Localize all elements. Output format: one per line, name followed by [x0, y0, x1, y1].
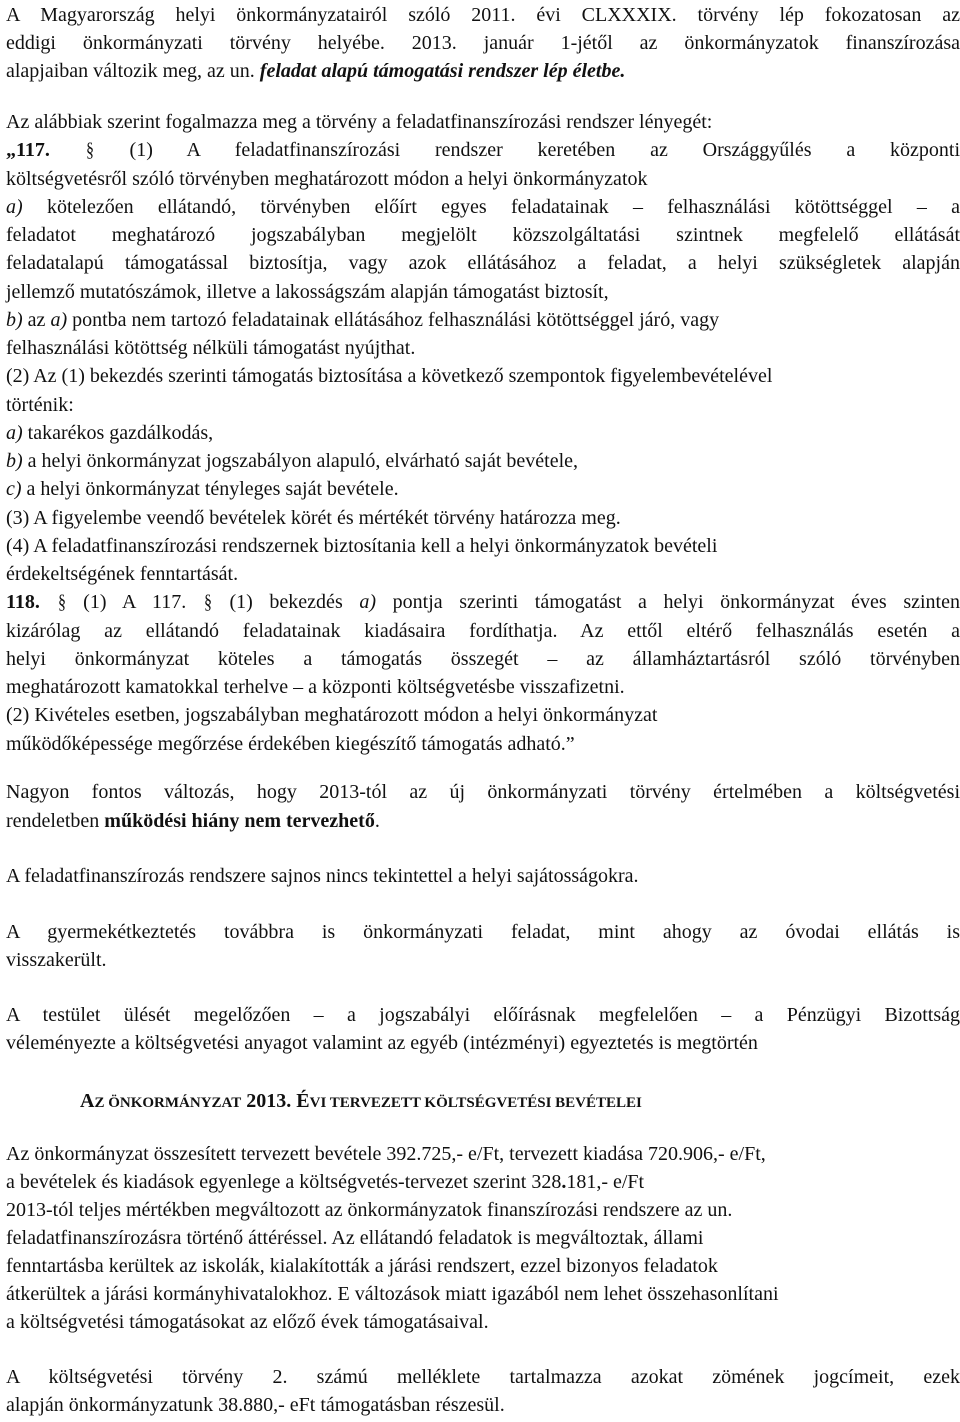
section-number: 118. [6, 591, 40, 613]
paragraph-line: A testület ülését megelőzően – a jogszabályi előírásnak megfelelően – a Pénzügyi Bizottság [6, 1004, 960, 1026]
law-117-line: b) az a) pontba nem tartozó feladatainak ellátásához felhasználási kötöttséggel járó, vagy [6, 309, 720, 331]
budget-line: 2013-tól teljes mértékben megváltozott az önkormányzatok finanszírozási rendszere az un. [6, 1199, 733, 1221]
intro-emphasis: feladat alapú támogatási rendszer lép életbe. [259, 60, 626, 82]
section-symbol: § [203, 591, 212, 613]
paragraph-line: Nagyon fontos változás, hogy 2013-tól az új önkormányzati törvény értelmében a költségvetési [6, 781, 960, 803]
law-117-line: feladatalapú támogatással biztosítja, vagy azok ellátásához a feladat, a helyi szükségletek alapján [6, 252, 960, 274]
paragraph-line: A gyermekétkeztetés továbbra is önkormányzati feladat, mint ahogy az óvodai ellátás is [6, 921, 960, 943]
intro-text: alapjaiban változik meg, az un. [6, 60, 260, 82]
intro-lead: Az alábbiak szerint fogalmazza meg a törvény a feladatfinanszírozási rendszer lényegét: [6, 111, 713, 133]
law-117-line: érdekeltségének fenntartását. [6, 563, 239, 585]
intro-line [6, 57, 625, 85]
law-118-line: kizárólag az ellátandó feladatainak kiadásaira fordíthatja. Az ettől eltérő felhasználás esetén a [6, 620, 960, 642]
law-117-line: a) takarékos gazdálkodás, [6, 422, 214, 444]
law-117-line: történik: [6, 394, 74, 416]
point-label: a) [6, 422, 23, 444]
paragraph-line: visszakerült. [6, 949, 107, 971]
paragraph-line: rendeletben működési hiány nem tervezhető. [6, 810, 380, 832]
bold-emphasis: működési hiány nem tervezhető [104, 810, 375, 832]
law-117-line: (3) A figyelembe veendő bevételek körét és mértékét törvény határozza meg. [6, 507, 621, 529]
law-117-line: feladatot meghatározó jogszabályban megjelölt közszolgáltatási szintnek megfelelő ellátását [6, 224, 960, 246]
section-symbol: § [57, 591, 66, 613]
law-117-line: költségvetésről szóló törvényben meghatározott módon a helyi önkormányzatok [6, 168, 648, 190]
budget-line: feladatfinanszírozásra történő áttéréssel. Az ellátandó feladatok is megváltoztak, állami [6, 1227, 704, 1249]
law-117-line: (4) A feladatfinanszírozási rendszernek biztosítania kell a helyi önkormányzatok bevételi [6, 535, 718, 557]
law-118-line: működőképessége megőrzése érdekében kiegészítő támogatás adható.” [6, 733, 575, 755]
point-label: c) [6, 478, 22, 500]
budget-line: A költségvetési törvény 2. számú melléklete tartalmazza azokat zömének jogcímeit, ezek [6, 1366, 960, 1388]
point-ref: a) [359, 591, 377, 613]
budget-line: alapján önkormányzatunk 38.880,- eFt támogatásban részesül. [6, 1394, 505, 1416]
law-117-line: c) a helyi önkormányzat tényleges saját bevétele. [6, 478, 399, 500]
law-117-line: (2) Az (1) bekezdés szerinti támogatás biztosítása a következő szempontok figyelembevételével [6, 365, 773, 387]
section-heading: AZ ÖNKORMÁNYZAT 2013. ÉVI TERVEZETT KÖLTSÉGVETÉSI BEVÉTELEI [80, 1090, 642, 1112]
paragraph-line: A feladatfinanszírozás rendszere sajnos nincs tekintettel a helyi sajátosságokra. [6, 865, 639, 887]
law-117-line: b) a helyi önkormányzat jogszabályon alapuló, elvárható saját bevétele, [6, 450, 579, 472]
section-symbol: § [85, 139, 94, 161]
budget-line: átkerültek a járási kormányhivatalokhoz. E változások miatt igazából nem lehet összehasonlítani [6, 1283, 779, 1305]
budget-line: fenntartásba kerültek az iskolák, kialakították a járási rendszert, ezzel bizonyos feladatok [6, 1255, 718, 1277]
law-117-line: a) kötelezően ellátandó, törvényben előírt egyes feladatainak – felhasználási kötöttséggel – a [6, 196, 960, 218]
point-ref: a) [50, 309, 68, 331]
intro-line: eddigi önkormányzati törvény helyébe. 2013. január 1-jétől az önkormányzatok finanszírozása [6, 32, 960, 54]
section-number: „117. [6, 139, 50, 161]
law-118-line: (2) Kivételes esetben, jogszabályban meghatározott módon a helyi önkormányzat [6, 704, 658, 726]
budget-line: a költségvetési támogatásokat az előző évek támogatásaival. [6, 1311, 489, 1333]
point-label: b) [6, 309, 23, 331]
law-117-line: „117. § (1) A feladatfinanszírozási rendszer keretében az Országgyűlés a központi [6, 136, 960, 164]
law-118-line: meghatározott kamatokkal terhelve – a központi költségvetésbe visszafizetni. [6, 676, 625, 698]
paragraph-line: véleményezte a költségvetési anyagot valamint az egyéb (intézményi) egyeztetés is megtörtén [6, 1032, 758, 1054]
law-118-line: helyi önkormányzat köteles a támogatás összegét – az államháztartásról szóló törvényben [6, 648, 960, 670]
point-label: b) [6, 450, 23, 472]
law-117-line: jellemző mutatószámok, illetve a lakosságszám alapján támogatást biztosít, [6, 281, 609, 303]
intro-line: A Magyarország helyi önkormányzatairól szóló 2011. évi CLXXXIX. törvény lép fokozatosan az [6, 4, 960, 26]
budget-line: Az önkormányzat összesített tervezett bevétele 392.725,- e/Ft, tervezett kiadása 720.906,- e/Ft, [6, 1143, 766, 1165]
law-117-line: felhasználási kötöttség nélküli támogatást nyújthat. [6, 337, 416, 359]
point-label: a) [6, 196, 23, 218]
law-118-line: 118. § (1) A 117. § (1) bekezdés a) pontja szerinti támogatást a helyi önkormányzat éves szinten [6, 588, 960, 616]
budget-line: a bevételek és kiadások egyenlege a költségvetés-tervezet szerint 328.181,- e/Ft [6, 1171, 645, 1193]
